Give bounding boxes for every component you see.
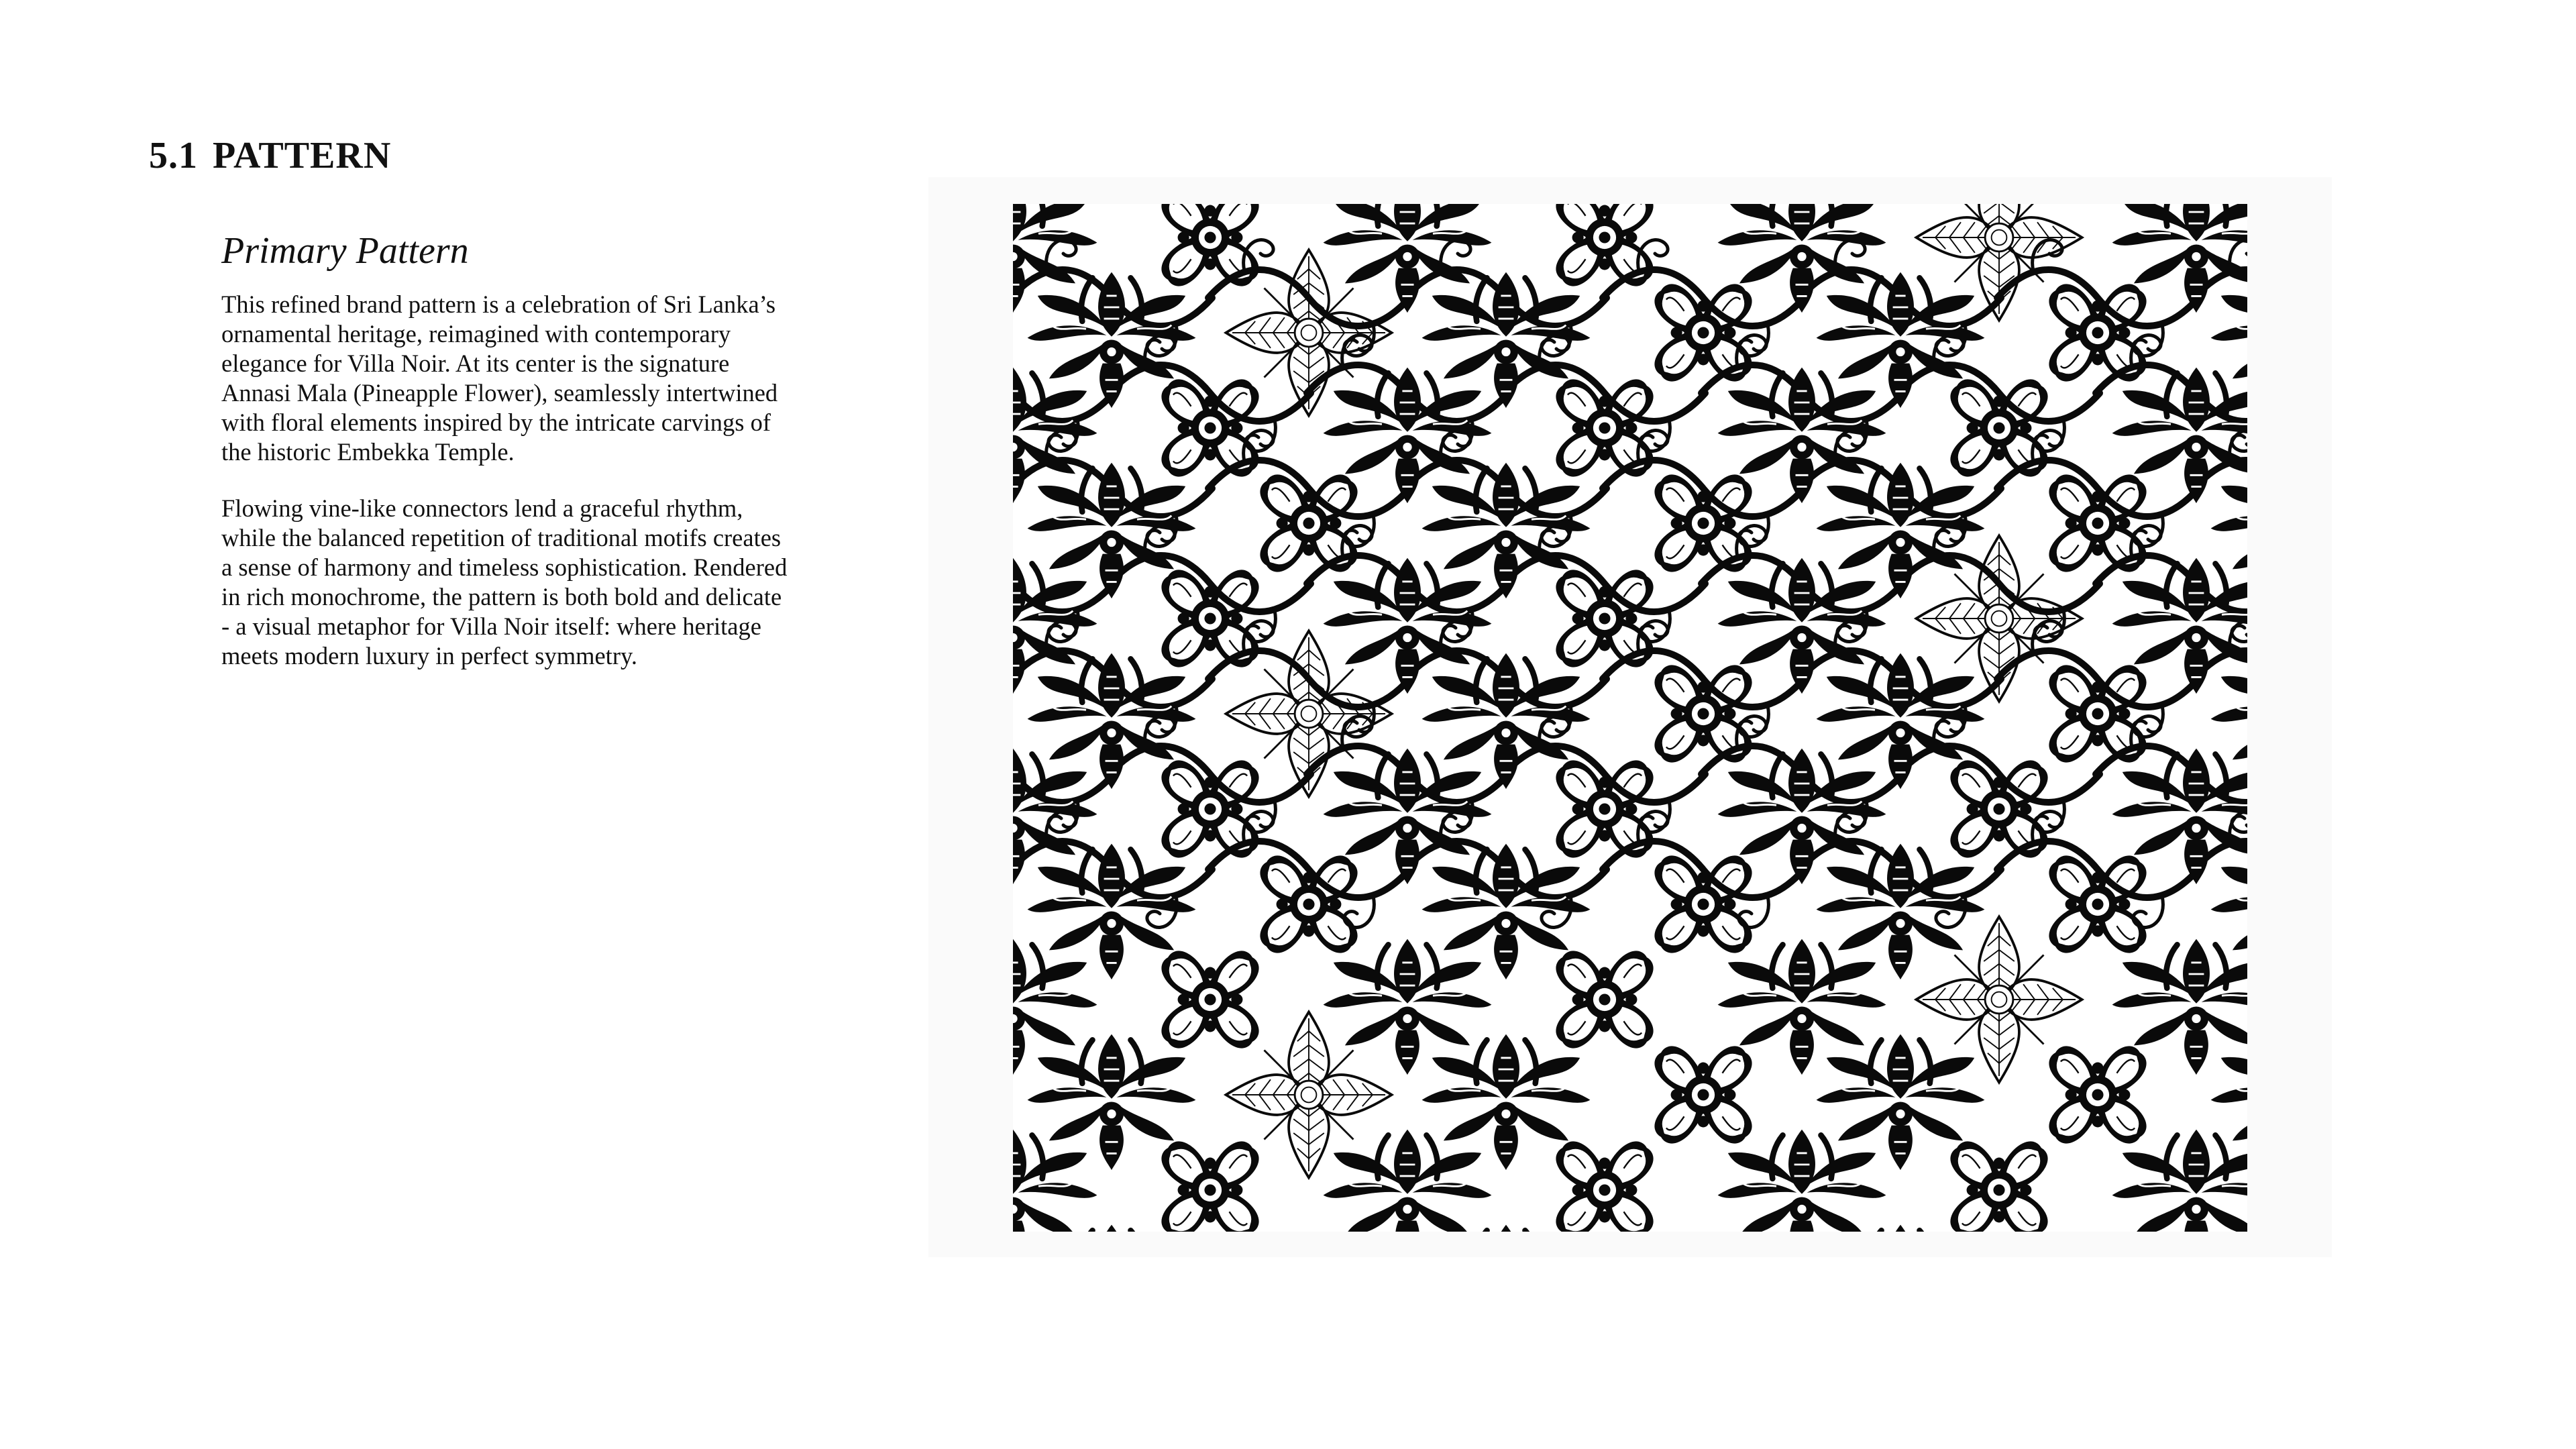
paragraph-line: Flowing vine-like connectors lend a graceful rhythm, <box>221 494 743 522</box>
paragraph-line: with floral elements inspired by the intricate carvings of <box>221 409 771 436</box>
paragraph-line: Annasi Mala (Pineapple Flower), seamlessly intertwined <box>221 379 778 407</box>
section-heading <box>149 134 391 177</box>
paragraph-line: while the balanced repetition of traditional motifs creates <box>221 524 782 551</box>
pattern-panel <box>928 177 2332 1257</box>
paragraph-line: a sense of harmony and timeless sophistication. Rendered <box>221 553 788 581</box>
paragraph-line: meets modern luxury in perfect symmetry. <box>221 642 637 669</box>
pattern-svg <box>1013 204 2247 1232</box>
paragraph-line: the historic Embekka Temple. <box>221 438 515 466</box>
subsection-title: Primary Pattern <box>221 230 469 272</box>
paragraph-line: ornamental heritage, reimagined with contemporary <box>221 320 731 347</box>
paragraph-line: in rich monochrome, the pattern is both bold and delicate <box>221 583 782 610</box>
paragraph-line: - a visual metaphor for Villa Noir itself: where heritage <box>221 612 761 640</box>
paragraph-line: elegance for Villa Noir. At its center is the signature <box>221 350 730 377</box>
description-paragraph-2 <box>221 494 926 671</box>
paragraph-line: This refined brand pattern is a celebration of Sri Lanka’s <box>221 290 776 318</box>
primary-pattern-image <box>1013 204 2247 1232</box>
section-number: 5.1 <box>149 135 198 176</box>
description-paragraph-1 <box>221 290 926 467</box>
section-title: PATTERN <box>213 135 392 176</box>
